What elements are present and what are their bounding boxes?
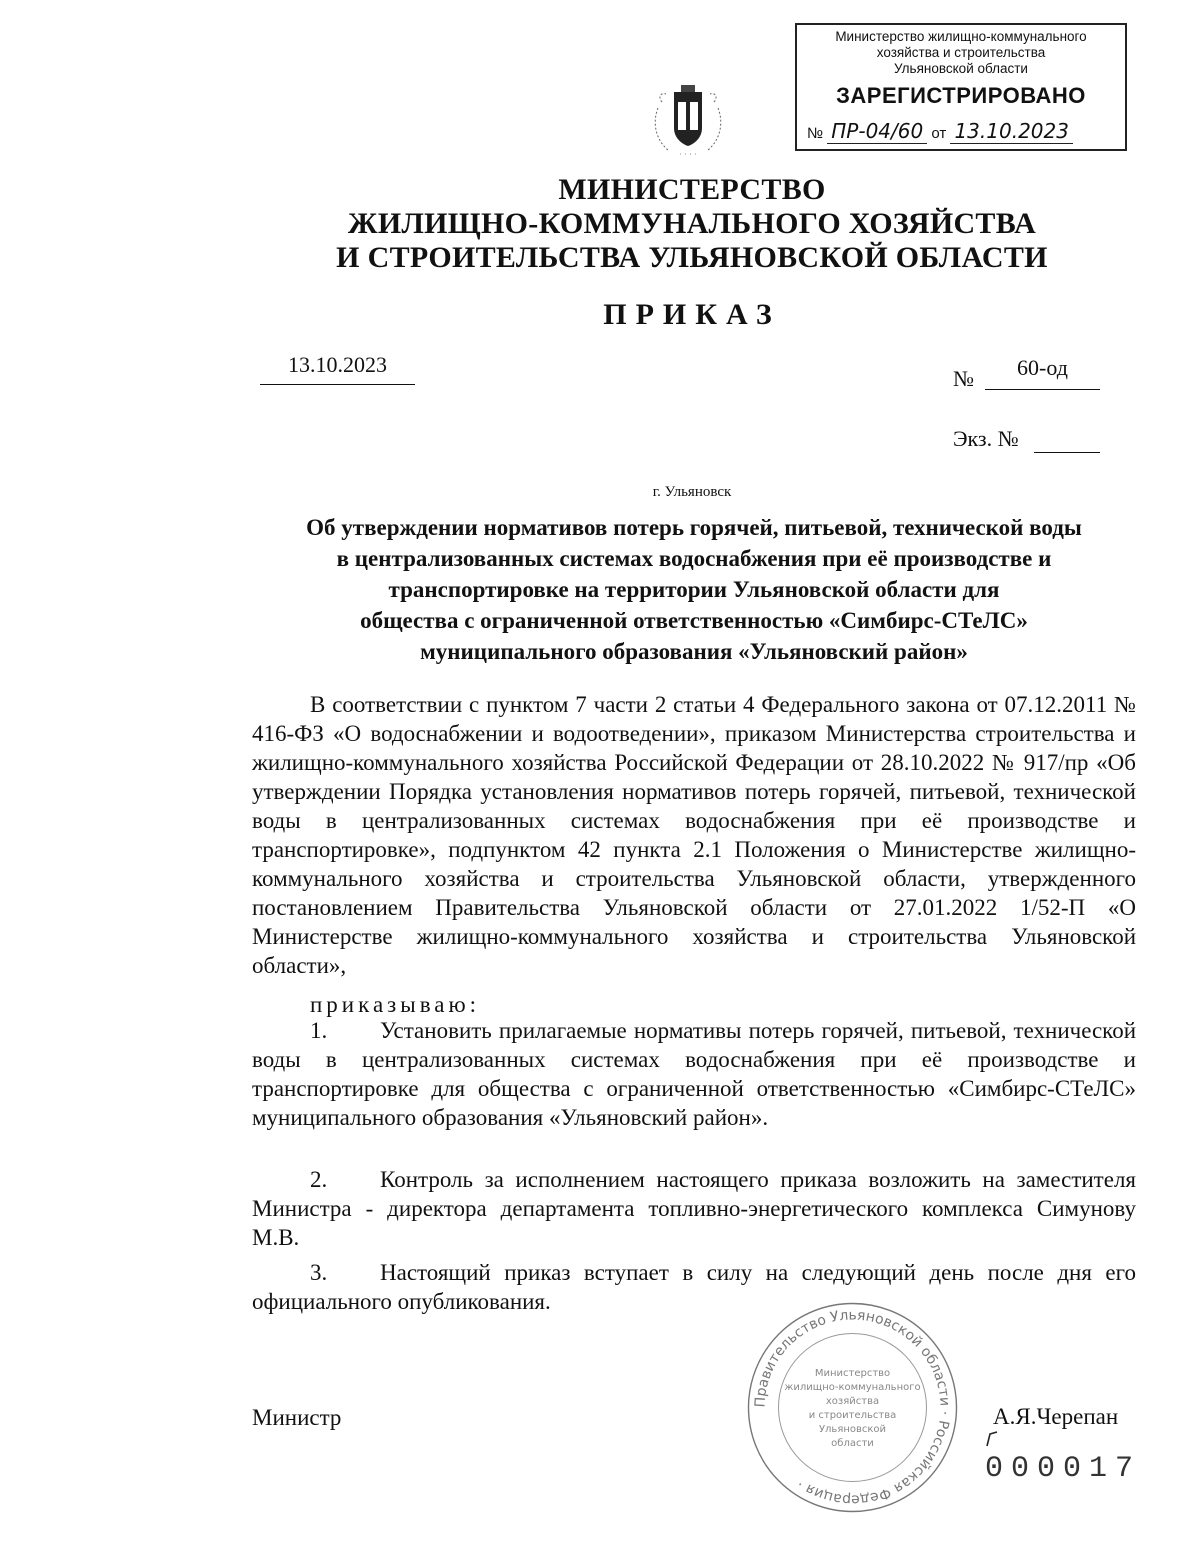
- ministry-heading-line: МИНИСТЕРСТВО: [558, 173, 826, 206]
- order-item-text: Контроль за исполнением настоящего приказа возложить на заместителя Министра - директора департамента топливно-энергетического комплекса Симунову М.В.: [252, 1167, 1136, 1250]
- signatory-name: А.Я.Черепан: [993, 1404, 1119, 1429]
- order-item-text: Установить прилагаемые нормативы потерь горячей, питьевой, технической воды в централизованных системах водоснабжения при её производстве и транспортировке для общества с ограниченной ответственностью «Симбирс-СТеЛС» муниципального образования «Ульяновский район».: [252, 1018, 1136, 1130]
- signatory-position: Министр: [252, 1405, 342, 1430]
- official-seal: [745, 1300, 960, 1515]
- copy-number-blank: [1034, 452, 1100, 453]
- order-date: 13.10.2023: [260, 352, 415, 385]
- order-subject-line: общества с ограниченной ответственностью «Симбирс-СТеЛС»: [360, 608, 1028, 633]
- seal-inner-text: и строительства: [808, 1410, 897, 1421]
- registration-stamp-org: [797, 29, 1125, 77]
- order-item-number: 2.: [310, 1167, 328, 1192]
- seal-inner-text: Ульяновской: [818, 1424, 887, 1435]
- serial-number: 000017: [985, 1452, 1142, 1486]
- ministry-heading-line: И СТРОИТЕЛЬСТВА УЛЬЯНОВСКОЙ ОБЛАСТИ: [336, 241, 1048, 274]
- seal-inner-text: области: [831, 1438, 874, 1449]
- registration-stamp: [795, 23, 1127, 151]
- registration-stamp-title: ЗАРЕГИСТРИРОВАНО: [836, 83, 1086, 108]
- registration-date: 13.10.2023: [950, 119, 1073, 144]
- orders-word: приказываю:: [310, 992, 481, 1017]
- city: г. Ульяновск: [652, 484, 732, 500]
- order-item-number: 1.: [310, 1018, 328, 1043]
- registration-date-label: от: [931, 125, 947, 142]
- order-item-number: 3.: [310, 1260, 328, 1285]
- registration-stamp-org-line: Министерство жилищно-коммунального: [835, 29, 1087, 44]
- order-subject-line: муниципального образования «Ульяновский район»: [420, 639, 968, 664]
- order-item: [252, 1016, 1136, 1132]
- preamble-paragraph: В соответствии с пунктом 7 части 2 статьи 4 Федерального закона от 07.12.2011 № 416-ФЗ «О водоснабжении и водоотведении», приказом Министерства строительства и жилищно-коммунального хозяйства Российской Федерации от 28.10.2022 № 917/пр «Об утверждении Порядка установления нормативов потерь горячей, питьевой, технической воды в централизованных системах водоснабжения при её производстве и транспортировке», подпунктом 42 пункта 2.1 Положения о Министерстве жилищно-коммунального хозяйства и строительства Ульяновской области, утвержденного постановлением Правительства Ульяновской области от 27.01.2022 1/52-П «О Министерстве жилищно-коммунального хозяйства и строительства Ульяновской области»,: [252, 692, 1136, 978]
- seal-inner-text: Министерство: [814, 1368, 891, 1379]
- registration-number-label: №: [807, 125, 824, 142]
- order-subject-line: Об утверждении нормативов потерь горячей, питьевой, технической воды: [306, 515, 1082, 540]
- seal-inner-text: хозяйства: [825, 1396, 880, 1407]
- seal-inner-text: жилищно-коммунального: [784, 1382, 921, 1393]
- registration-stamp-org-line: Ульяновской области: [894, 61, 1028, 76]
- order-number-label: №: [953, 366, 974, 391]
- order-number: 60-од: [985, 355, 1100, 390]
- order-title: ПРИКАЗ: [603, 298, 781, 331]
- registration-stamp-org-line: хозяйства и строительства: [876, 45, 1046, 60]
- seal-outer-text: Правительство Ульяновской области · Российская Федерация ·: [752, 1307, 953, 1508]
- coat-of-arms-icon: [648, 78, 728, 160]
- order-subject-line: в централизованных системах водоснабжения при её производстве и: [336, 546, 1052, 571]
- copy-number-label: Экз. №: [953, 426, 1019, 451]
- registration-stamp-number-line: [807, 119, 1073, 143]
- svg-text:· · · ·: · · · ·: [679, 150, 697, 159]
- order-subject: [250, 512, 1138, 667]
- registration-number: ПР-04/60: [827, 119, 927, 144]
- order-item-text: Настоящий приказ вступает в силу на следующий день после дня его официального опубликования.: [252, 1260, 1136, 1314]
- signature-mark-icon: [985, 1430, 999, 1448]
- order-subject-line: транспортировке на территории Ульяновской области для: [388, 577, 1000, 602]
- ministry-heading-line: ЖИЛИЩНО-КОММУНАЛЬНОГО ХОЗЯЙСТВА: [347, 207, 1037, 240]
- order-item: [252, 1165, 1136, 1252]
- order-item: [252, 1258, 1136, 1316]
